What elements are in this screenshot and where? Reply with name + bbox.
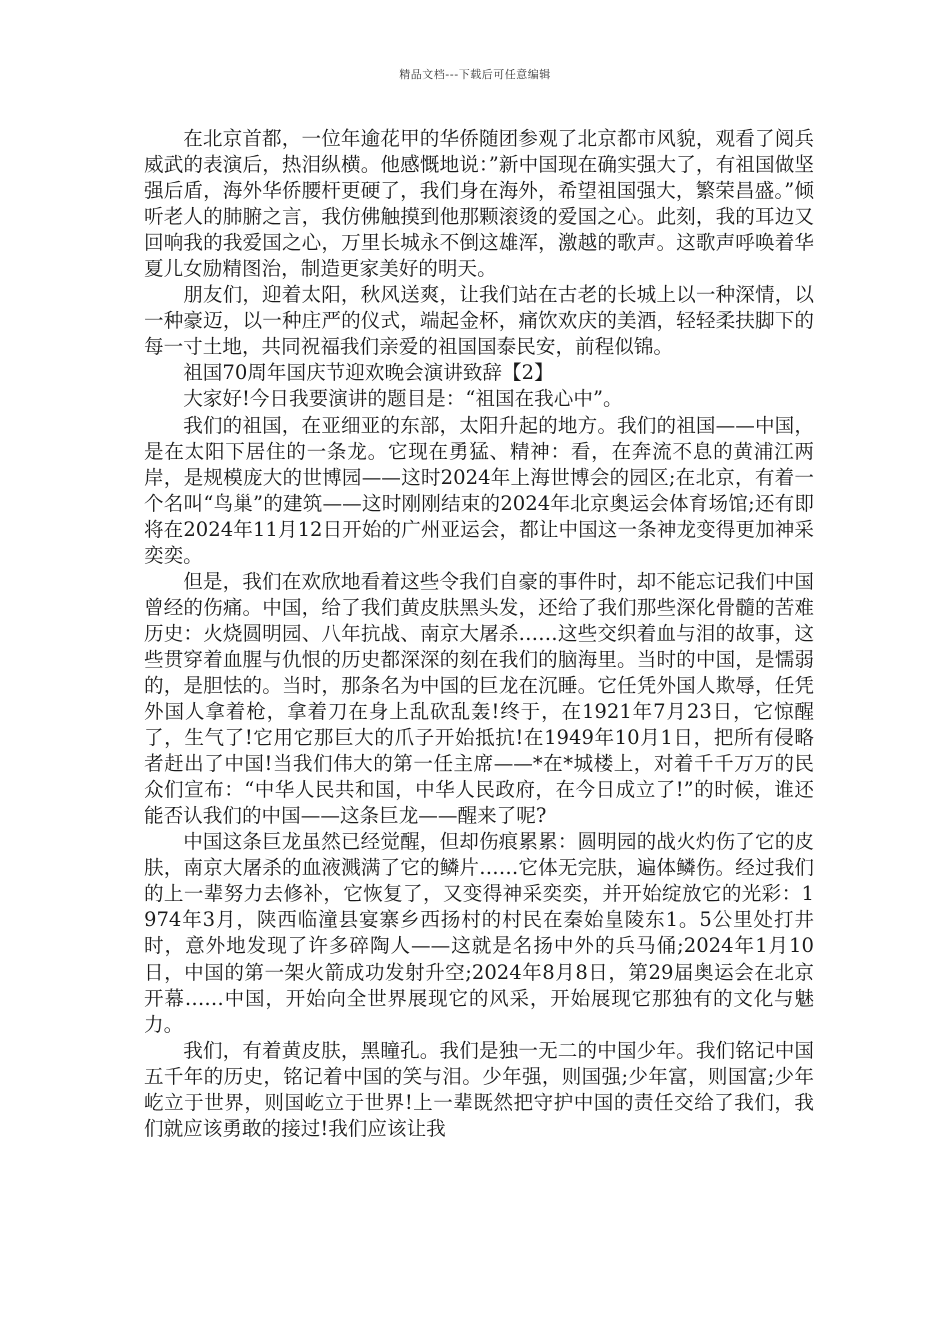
paragraph: 我们的祖国，在亚细亚的东部，太阳升起的地方。我们的祖国——中国，是在太阳下居住的一条龙。它现在勇猛、精神：看，在奔流不息的黄浦江两岸，是规模庞大的世博园——这时2024年上海世博会的园区;在北京，有着一个名叫“鸟巢”的建筑——这时刚刚结束的2024年北京奥运会体育场馆;还有即将在2024年11月12日开始的广州亚运会，都让中国这一条神龙变得更加神采奕奕。 <box>144 413 814 567</box>
paragraph: 大家好!今日我要演讲的题目是：“祖国在我心中”。 <box>183 387 623 411</box>
paragraph: 但是，我们在欢欣地看着这些令我们自豪的事件时，却不能忘记我们中国曾经的伤痛。中国，给了我们黄皮肤黑头发，还给了我们那些深化骨髓的苦难历史：火烧圆明园、八年抗战、南京大屠杀……这些交织着血与泪的故事，这些贯穿着血腥与仇恨的历史都深深的刻在我们的脑海里。当时的中国，是懦弱的，是胆怯的。当时，那条名为中国的巨龙在沉睡。它任凭外国人欺辱，任凭外国人拿着枪，拿着刀在身上乱砍乱轰!终于，在1921年7月23日，它惊醒了，生气了!它用它那巨大的爪子开始抵抗!在1949年10月1日，把所有侵略者赶出了中国!当我们伟大的第一任主席——*在*城楼上，对着千千万万的民众们宣布：“中华人民共和国，中华人民政府，在今日成立了!”的时候，谁还能否认我们的中国——这条巨龙——醒来了呢? <box>144 569 814 828</box>
paragraph: 我们，有着黄皮肤，黑瞳孔。我们是独一无二的中国少年。我们铭记中国五千年的历史，铭记着中国的笑与泪。少年强，则国强;少年富，则国富;少年屹立于世界，则国屹立于世界!上一辈既然把守护中国的责任交给了我们，我们就应该勇敢的接过!我们应该让我 <box>144 1038 814 1140</box>
paragraph: 朋友们，迎着太阳，秋风送爽，让我们站在古老的长城上以一种深情，以一种豪迈，以一种庄严的仪式，端起金杯，痛饮欢庆的美酒，轻轻柔扶脚下的每一寸土地，共同祝福我们亲爱的祖国国泰民安，前程似锦。 <box>144 283 814 359</box>
document-body <box>144 126 814 1142</box>
section-title: 祖国70周年国庆节迎欢晚会演讲致辞【2】 <box>183 361 554 385</box>
paragraph: 在北京首都，一位年逾花甲的华侨随团参观了北京都市风貌，观看了阅兵威武的表演后，热泪纵横。他感慨地说：”新中国现在确实强大了，有祖国做坚强后盾，海外华侨腰杆更硬了，我们身在海外，希望祖国强大，繁荣昌盛。”倾听老人的肺腑之言，我仿佛触摸到他那颗滚烫的爱国之心。此刻，我的耳边又回响我的我爱国之心，万里长城永不倒这雄浑，激越的歌声。这歌声呼唤着华夏儿女励精图治，制造更家美好的明天。 <box>144 127 814 281</box>
page-header: 精品文档---下载后可任意编辑 <box>399 68 551 81</box>
paragraph: 中国这条巨龙虽然已经觉醒，但却伤痕累累：圆明园的战火灼伤了它的皮肤，南京大屠杀的血液溅满了它的鳞片……它体无完肤，遍体鳞伤。经过我们的上一辈努力去修补，它恢复了，又变得神采奕奕，并开始绽放它的光彩：1974年3月，陕西临潼县宴寨乡西扬村的村民在秦始皇陵东1。5公里处打井时，意外地发现了许多碎陶人——这就是名扬中外的兵马俑;2024年1月10日，中国的第一架火箭成功发射升空;2024年8月8日，第29届奥运会在北京开幕……中国，开始向全世界展现它的风采，开始展现它那独有的文化与魅力。 <box>144 830 814 1036</box>
